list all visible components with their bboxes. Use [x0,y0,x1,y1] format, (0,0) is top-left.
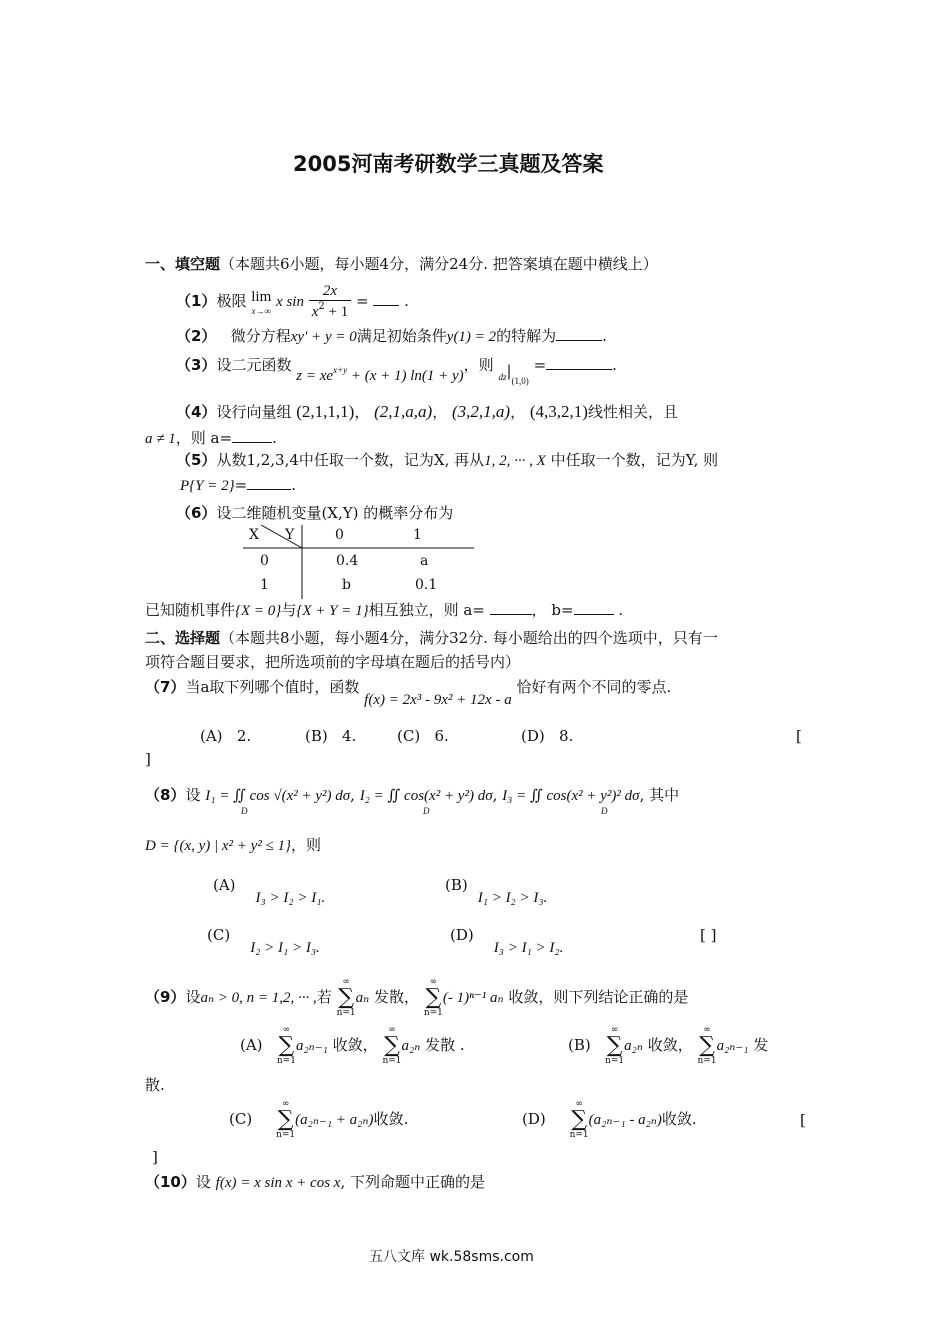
answer-bracket-9-open: [ [800,1111,806,1129]
answer-blank-2[interactable] [556,326,602,341]
probability-table [243,525,475,599]
option-7a[interactable]: (A) 2. [200,727,252,745]
integral-i1: I₁ = ∬ cos √(x² + y²) dσ [205,788,351,804]
option-7b[interactable]: (B) 4. [305,727,357,745]
table-cell: 0.4 [336,553,359,569]
option-9b-wrap: 散. [145,1076,165,1094]
option-7d[interactable]: (D) 8. [521,727,574,745]
question-7: （7）当a取下列哪个值时，函数 f(x) = 2x³ - 9x² + 12x - a 恰好有两个不同的零点. [145,678,672,708]
section-1-heading: 一、填空题（本题共6小题，每小题4分，满分24分. 把答案填在题中横线上） [145,255,658,273]
sigma-symbol: ∞ ∑ n=1 [423,977,443,1018]
answer-blank-6b[interactable] [574,600,614,615]
question-8: （8）设 I₁ = ∬ cos √(x² + y²) dσ, I₂ = ∬ cos(x² + y²) dσ, I₃ = ∬ cos(x² + y²)² dσ, 其中 [145,786,680,804]
question-6: （6）设二维随机变量(X,Y) 的概率分布为 [176,504,454,522]
table-col-header-0: 0 [335,527,344,543]
answer-blank-1[interactable] [373,291,399,306]
integral-i3: I₃ = ∬ cos(x² + y²)² dσ [502,788,640,804]
table-corner-y: Y [285,527,295,543]
question-6-cont: 已知随机事件{X = 0}与{X + Y = 1}相互独立，则 a= ， b= . [145,601,624,619]
question-4-cont: a ≠ 1，则 a= . [145,429,277,447]
table-cell: b [342,577,351,593]
table-corner-x: X [249,527,259,543]
answer-bracket-open: [ [796,727,802,745]
option-8d[interactable]: (D)I₃ > I₁ > I₂. [450,926,564,956]
answer-blank-4[interactable] [232,428,272,443]
sigma-symbol: ∞ ∑ n=1 [336,977,356,1018]
integral-i2: I₂ = ∬ cos(x² + y²) dσ [359,788,493,804]
question-5-cont: P{Y = 2}= . [180,476,296,494]
table-lines [243,525,475,599]
option-9c[interactable]: (C) ∞ ∑ n=1 (a₂ₙ₋₁ + a₂ₙ)收敛. [229,1099,409,1140]
page-title: 2005河南考研数学三真题及答案 [293,152,604,176]
table-cell: 0.1 [415,577,438,593]
option-9d[interactable]: (D) ∞ ∑ n=1 (a₂ₙ₋₁ - a₂ₙ)收敛. [522,1099,697,1140]
question-8-domain: D = {(x, y) | x² + y² ≤ 1}，则 [145,836,322,854]
answer-blank-5[interactable] [247,475,291,490]
answer-bracket-8: [ ] [700,926,717,944]
section-2-desc: 项符合题目要求，把所选项前的字母填在题后的括号内） [145,653,521,671]
option-7c[interactable]: (C) 6. [397,727,449,745]
question-4: （4）设行向量组 (2,1,1,1)， (2,1,a,a)， (3,2,1,a)， (4,3,2,1)线性相关，且 [176,402,678,421]
option-9a[interactable]: (A) ∞ ∑ n=1 a₂ₙ₋₁ 收敛， ∞ ∑ n=1 a₂ₙ 发散 . [240,1025,465,1066]
table-row-header-0: 0 [260,553,269,569]
limit-fraction: $\frac{2x}{x^2 + 1}$ [309,283,352,321]
option-8c[interactable]: (C)I₂ > I₁ > I₃. [207,926,320,956]
question-3: （3）设二元函数 $z = xe^{x+y} + (x + 1) \ln(1 + y)$，则 $_{dz}|_{(1,0)}$ = . [176,356,617,386]
page-footer: 五八文库 wk.58sms.com [369,1249,534,1265]
question-1: （1）极限 lim x→∞ x sin $\frac{2x}{x^2 + 1}$ = . [176,283,409,320]
question-2: （2） 微分方程xy′ + y = 0满足初始条件y(1) = 2的特解为 . [176,327,607,345]
section-2-heading: 二、选择题（本题共8小题，每小题4分，满分32分. 每小题给出的四个选项中，只有一 [145,629,718,647]
table-col-header-1: 1 [413,527,422,543]
question-9: （9）设aₙ > 0, n = 1,2, ··· ,若 ∞ ∑ n=1 aₙ 发散， ∞ ∑ n=1 (- 1)ⁿ⁻¹ aₙ 收敛，则下列结论正确的是 [145,977,689,1018]
table-cell: a [420,553,429,569]
table-row-header-1: 1 [260,577,269,593]
question-5: （5）从数1,2,3,4中任取一个数，记为X, 再从1, 2, ··· , X 中任取一个数，记为Y, 则 [176,451,719,469]
option-8a[interactable]: (A)I₃ > I₂ > I₁. [213,876,326,906]
answer-bracket-9-close: ] [152,1148,158,1166]
option-8b[interactable]: (B)I₁ > I₂ > I₃. [445,876,548,906]
answer-blank-3[interactable] [546,355,612,370]
answer-bracket-close: ] [145,750,151,768]
limit-operator: lim x→∞ [251,289,272,316]
question-10: （10）设 f(x) = x sin x + cos x, 下列命题中正确的是 [145,1173,486,1191]
option-9b[interactable]: (B) ∞ ∑ n=1 a₂ₙ 收敛， ∞ ∑ n=1 a₂ₙ₋₁ 发 [568,1025,769,1066]
answer-blank-6a[interactable] [490,600,532,615]
